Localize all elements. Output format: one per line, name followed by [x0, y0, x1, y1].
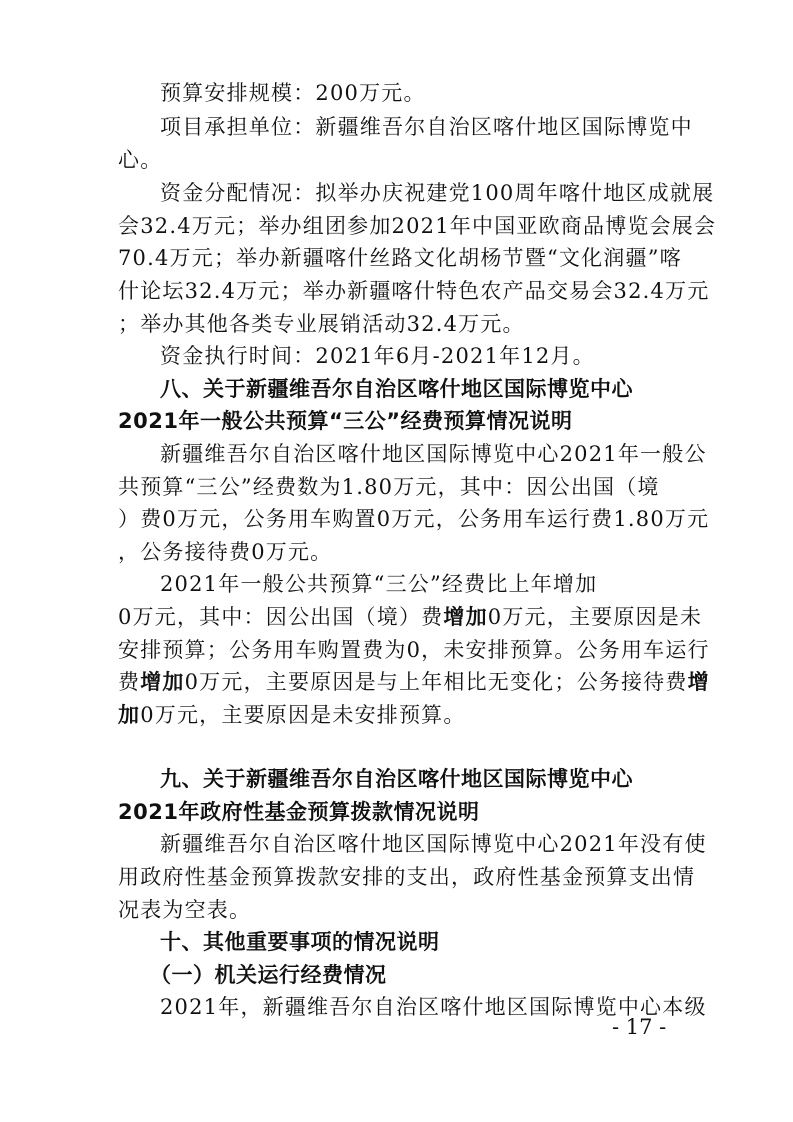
- section-8-heading-cont: 2021年一般公共预算“三公”经费预算情况说明: [118, 409, 573, 433]
- fund-execution-time-line: 资金执行时间：2021年6月-2021年12月。: [160, 344, 595, 368]
- section-8-comparison: 2021年一般公共预算“三公”经费比上年增加: [160, 572, 598, 596]
- section-8-comparison: [118, 602, 703, 632]
- fund-allocation-line: 什论坛32.4万元；举办新疆喀什特色农产品交易会32.4万元: [118, 279, 710, 303]
- section-9-paragraph: 况表为空表。: [118, 898, 252, 922]
- section-8-paragraph: 新疆维吾尔自治区喀什地区国际博览中心2021年一般公: [160, 442, 707, 466]
- text-span: 费: [118, 670, 141, 694]
- section-8-paragraph: 共预算“三公”经费数为1.80万元，其中：因公出国（境: [118, 475, 660, 499]
- bold-increase-text: 增: [687, 669, 710, 694]
- bold-increase-text: 增加: [140, 669, 185, 694]
- text-span: 0万元，其中：因公出国（境）费: [118, 605, 444, 629]
- section-9-paragraph: 用政府性基金预算拨款安排的支出，政府性基金预算支出情: [118, 865, 696, 889]
- fund-allocation-line: 资金分配情况：拟举办庆祝建党100周年喀什地区成就展: [160, 181, 715, 205]
- project-unit-line-cont: 心。: [118, 148, 163, 172]
- section-8-comparison: 安排预算；公务用车购置费为0，未安排预算。公务用车运行: [118, 638, 710, 662]
- fund-allocation-line: ；举办其他各类专业展销活动32.4万元。: [118, 312, 525, 336]
- section-10-paragraph: 2021年，新疆维吾尔自治区喀什地区国际博览中心本级: [160, 995, 707, 1019]
- fund-allocation-line: 70.4万元；举办新疆喀什丝路文化胡杨节暨“文化润疆”喀: [118, 246, 682, 270]
- fund-allocation-line: 会32.4万元；举办组团参加2021年中国亚欧商品博览会展会: [118, 214, 717, 238]
- page-number: - 17 -: [612, 1015, 667, 1039]
- text-span: 0万元，主要原因是与上年相比无变化；公务接待费: [184, 670, 688, 694]
- text-span: 0万元，主要原因是未: [487, 605, 703, 629]
- section-8-comparison: [118, 700, 678, 730]
- section-9-heading: 九、关于新疆维吾尔自治区喀什地区国际博览中心: [160, 767, 633, 791]
- subsection-1-heading: （一）机关运行经费情况: [150, 963, 387, 987]
- section-10-heading: 十、其他重要事项的情况说明: [160, 930, 440, 954]
- text-span: 0万元，主要原因是未安排预算。: [140, 703, 466, 727]
- section-8-comparison: [118, 667, 710, 697]
- bold-increase-text: 增加: [443, 604, 488, 629]
- section-8-paragraph: ）费0万元，公务用车购置0万元，公务用车运行费1.80万元: [118, 507, 710, 531]
- section-8-paragraph: ，公务接待费0万元。: [118, 540, 333, 564]
- section-9-heading-cont: 2021年政府性基金预算拨款情况说明: [118, 800, 480, 824]
- section-8-heading: 八、关于新疆维吾尔自治区喀什地区国际博览中心: [160, 377, 633, 401]
- bold-increase-text: 加: [118, 702, 141, 727]
- project-unit-line: 项目承担单位：新疆维吾尔自治区喀什地区国际博览中: [160, 115, 693, 139]
- section-9-paragraph: 新疆维吾尔自治区喀什地区国际博览中心2021年没有使: [160, 832, 707, 856]
- budget-scale-line: 预算安排规模：200万元。: [160, 81, 426, 105]
